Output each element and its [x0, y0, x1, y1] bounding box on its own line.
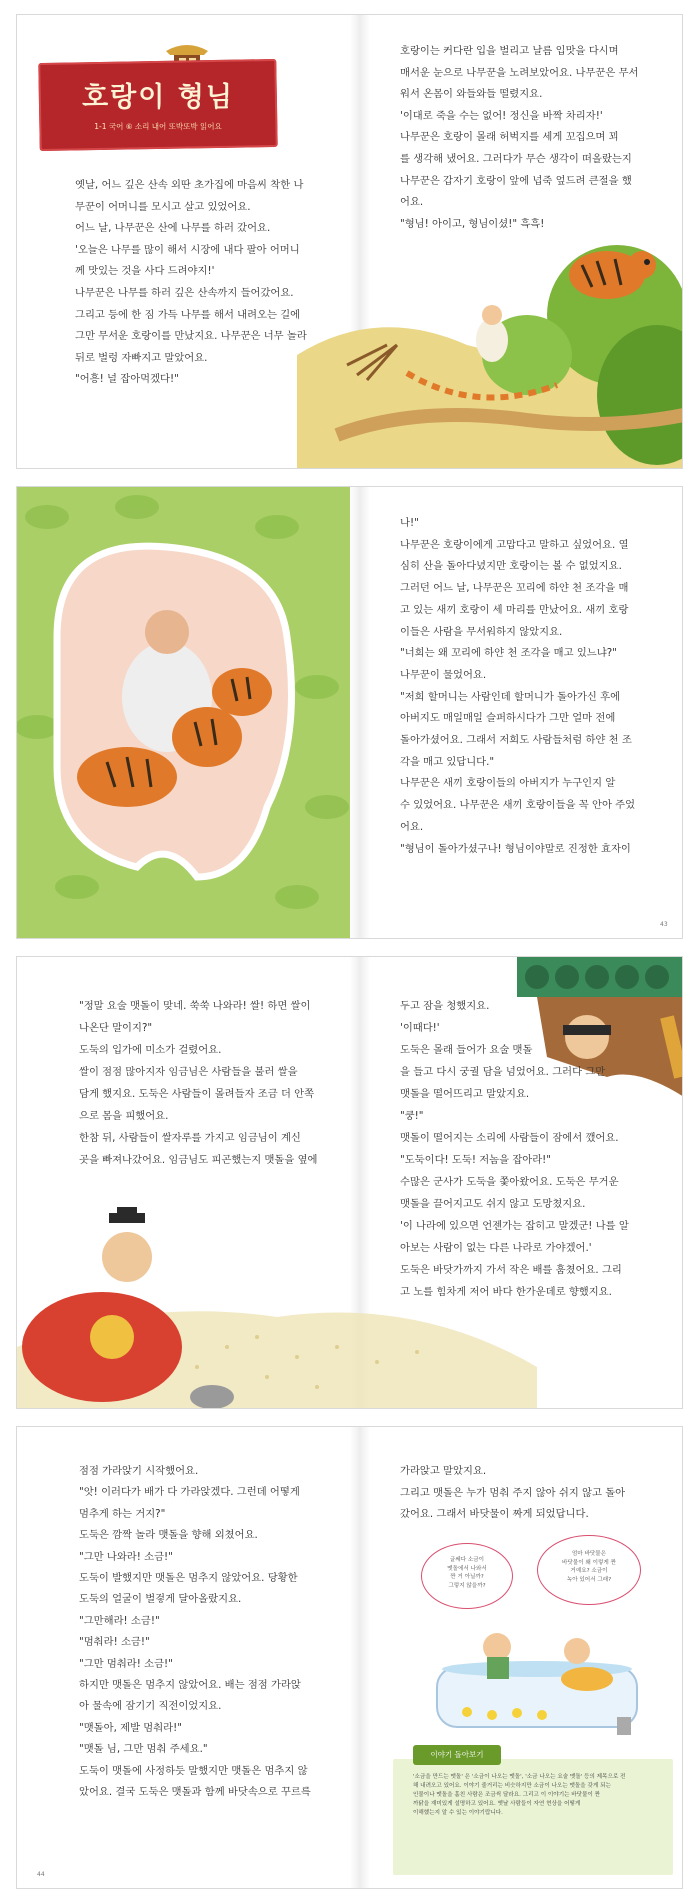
page-number: 43 — [660, 921, 668, 928]
spread-3 — [16, 956, 683, 1409]
text-line: "맷돌 님, 그만 멈춰 주세요." — [79, 1743, 208, 1756]
text-line: 나무꾼은 나무를 하러 깊은 산속까지 들어갔어요. — [75, 286, 294, 299]
text-line: 뒤로 벌렁 자빠지고 말았어요. — [75, 351, 208, 364]
note-line: 까닭을 재미있게 설명하고 있어요. 옛날 사람들이 자연 현상을 어떻게 — [413, 1801, 581, 1807]
text-line: 각을 매고 있답니다." — [400, 755, 495, 768]
text-line: 어요. — [400, 820, 424, 833]
text-line: 아 물속에 잠기기 직전이었지요. — [79, 1700, 222, 1713]
note-line: 해 내려오고 있어요. 이야기 줄거리는 비슷하지만 소금이 나오는 맷돌을 갖게 되는 — [413, 1783, 611, 1789]
text-line: '이때다!' — [400, 1022, 440, 1034]
text-line: 나무꾼은 새끼 호랑이들의 아버지가 누구인지 알 — [400, 777, 616, 790]
text-line: "형님이 돌아가셨구나! 형님이야말로 진정한 효자이 — [400, 842, 631, 855]
spread-4 — [16, 1426, 683, 1889]
text-line: 고 있는 새끼 호랑이 세 마리를 만났어요. 새끼 호랑 — [400, 603, 629, 616]
text-line: 그리고 등에 한 짐 가득 나무를 해서 내려오는 길에 — [75, 308, 301, 321]
text-line: '이 나라에 있으면 언젠가는 잡히고 말겠군! 나를 알 — [400, 1220, 629, 1232]
text-line: "그만해라! 소금!" — [79, 1614, 160, 1627]
story-subtitle: 1-1 국어 ⑥ 소리 내어 또박또박 읽어요 — [94, 122, 222, 131]
text-line: 담게 했지요. 도둑은 사람들이 몰려들자 조금 더 안쪽 — [79, 1088, 315, 1100]
text-line: 옛날, 어느 깊은 산속 외딴 초가집에 마음씨 착한 나 — [75, 179, 304, 191]
text-line: 께 맛있는 것을 사다 드려야지!' — [75, 265, 215, 278]
text-line: 나무꾼은 호랑이에게 고맙다고 말하고 싶었어요. 열 — [400, 538, 629, 551]
text-line: 았어요. 결국 도둑은 맷돌과 함께 바닷속으로 꾸르륵 — [79, 1786, 311, 1799]
bathtub-family-illustration — [427, 1617, 657, 1737]
text-line: "형님! 아이고, 형님이셨!" 흑흑! — [400, 217, 545, 230]
text-line: 도둑이 발했지만 맷돌은 멈추지 않았어요. 당황한 — [79, 1572, 298, 1585]
tiger-meets-woodcutter-illustration — [297, 235, 683, 469]
book-gutter — [350, 487, 370, 938]
text-line: 어느 날, 나무꾼은 산에 나무를 하러 갔어요. — [75, 222, 271, 235]
text-line: 아보는 사람이 없는 다른 나라로 가야겠어.' — [400, 1242, 592, 1254]
text-line: 갔어요. 그래서 바닷물이 짜게 되었답니다. — [400, 1508, 589, 1521]
text-line: 쌀이 점점 많아지자 임금님은 사람들을 불러 쌀을 — [79, 1066, 298, 1078]
text-line: 을 들고 다시 궁궐 담을 넘었어요. 그러다 그만 — [400, 1066, 606, 1078]
text-line: 가라앉고 말았지요. — [400, 1465, 487, 1477]
text-line: 수많은 군사가 도둑을 쫓아왔어요. 도둑은 무거운 — [400, 1176, 619, 1188]
baby-tigers-hug-illustration — [17, 487, 350, 939]
text-line: 도둑의 입가에 미소가 걸렸어요. — [79, 1044, 222, 1056]
text-line: 나온단 말이지?" — [79, 1022, 153, 1034]
text-line: 고 노를 힘차게 저어 바다 한가운데로 향했지요. — [400, 1286, 612, 1298]
text-line: 곳을 빠져나갔어요. 임금님도 피곤했는지 맷돌을 옆에 — [79, 1154, 318, 1166]
note-line: 이해했는지 알 수 있는 이야기랍니다. — [413, 1810, 503, 1816]
text-line: 나무꾼은 호랑이 몰래 허벅지를 세게 꼬집으며 꾀 — [400, 131, 619, 144]
text-line: 워서 온몸이 와들와들 떨렸지요. — [400, 88, 543, 101]
text-line: 도둑의 얼굴이 벌겋게 달아올랐지요. — [79, 1593, 242, 1606]
spread-2 — [16, 486, 683, 939]
text-line: '오늘은 나무를 많이 해서 시장에 내다 팔아 어머니 — [75, 243, 300, 256]
speech-bubble-left: 글쎄다 소금이 맷돌에서 나와서 짠 거 아닐까? 그렇지 않을까? — [421, 1543, 513, 1609]
text-line: 나무꾼이 물었어요. — [400, 668, 487, 681]
left-page-text — [79, 995, 317, 1171]
text-line: 그만 무서운 호랑이를 만났지요. 나무꾼은 너무 놀라 — [75, 330, 307, 343]
text-line: 나무꾼은 갑자기 호랑이 앞에 넙죽 엎드려 큰절을 했 — [400, 174, 632, 187]
text-line: 맷돌을 끌어지고도 쉬지 않고 도망쳤지요. — [400, 1198, 586, 1210]
text-line: 그리고 맷돌은 누가 멈춰 주지 않아 쉬지 않고 돌아 — [400, 1486, 626, 1499]
text-line: 호랑이는 커다란 입을 벌리고 날름 입맛을 다시며 — [400, 45, 619, 57]
story-review-text — [413, 1773, 663, 1818]
note-line: 인물이나 맷돌을 훔친 사람은 조금씩 달라요. 그리고 이 이야기는 바닷물이 짠 — [413, 1792, 601, 1798]
text-line: 도둑은 바닷가까지 가서 작은 배를 훔쳤어요. 그리 — [400, 1264, 622, 1276]
text-line: "도둑이다! 도둑! 저놈을 잡아라!" — [400, 1154, 552, 1166]
text-line: "어흥! 널 잡아먹겠다!" — [75, 373, 179, 386]
text-line: "저희 할머니는 사람인데 할머니가 돌아가신 후에 — [400, 690, 621, 703]
text-line: 두고 잠을 청했지요. — [400, 1000, 490, 1012]
text-line: 멈추게 하는 거지?" — [79, 1507, 166, 1520]
text-line: "너희는 왜 꼬리에 하얀 천 조각을 매고 있느냐?" — [400, 647, 617, 660]
text-line: 으로 몸을 피했어요. — [79, 1110, 169, 1122]
text-line: 이들은 사람을 무서워하지 않았지요. — [400, 625, 563, 638]
text-line: 한참 뒤, 사람들이 쌀자루를 가지고 임금님이 계신 — [79, 1132, 301, 1144]
text-line: 를 생각해 냈어요. 그러다가 무슨 생각이 떠올랐는지 — [400, 152, 632, 165]
right-page-text — [400, 995, 629, 1303]
book-gutter — [350, 1427, 370, 1888]
text-line: 점점 가라앉기 시작했어요. — [79, 1465, 199, 1477]
text-line: 그러던 어느 날, 나무꾼은 꼬리에 하얀 천 조각을 매 — [400, 582, 629, 595]
right-page-text — [400, 1461, 625, 1526]
spread-1 — [16, 14, 683, 469]
right-page-text — [400, 513, 635, 860]
text-line: 도둑은 깜짝 놀라 맷돌을 향해 외쳤어요. — [79, 1529, 258, 1542]
story-review-tab: 이야기 돌아보기 — [413, 1745, 501, 1765]
text-line: 나!" — [400, 517, 419, 529]
text-line: 심히 산을 돌아다녔지만 호랑이는 볼 수 없었지요. — [400, 560, 622, 573]
left-page-text — [79, 1461, 311, 1804]
text-line: 어요. — [400, 196, 424, 209]
text-line: "앗! 이러다가 배가 다 가라앉겠다. 그런데 어떻게 — [79, 1486, 300, 1499]
text-line: "맷돌아, 제발 멈춰라!" — [79, 1721, 182, 1734]
text-line: "쿵!" — [400, 1110, 424, 1122]
page-number: 44 — [37, 1871, 45, 1878]
right-page-text — [400, 41, 638, 235]
text-line: 매서운 눈으로 나무꾼을 노려보았어요. 나무꾼은 무서 — [400, 66, 639, 79]
text-line: 맷돌을 떨어뜨리고 말았지요. — [400, 1088, 530, 1100]
text-line: "멈춰라! 소금!" — [79, 1636, 150, 1649]
text-line: "정말 요술 맷돌이 맞네. 쑥쑥 나와라! 쌀! 하면 쌀이 — [79, 1000, 311, 1012]
text-line: 도둑은 몰래 들어가 요술 맷돌 — [400, 1044, 533, 1056]
text-line: 아버지도 매일매일 슬퍼하시다가 그만 얼마 전에 — [400, 712, 616, 725]
text-line: 무꾼이 어머니를 모시고 살고 있었어요. — [75, 200, 251, 213]
speech-bubble-right: 엄마 바닷물은 바닷물이 왜 이렇게 짠 거예요? 소금이 녹아 있어서 그래? — [537, 1535, 641, 1605]
note-line: '소금을 만드는 맷돌' 은 '소금이 나오는 맷돌', '소금 나오는 요술 맷돌' 등의 제목으로 전 — [413, 1774, 626, 1780]
text-line: 하지만 맷돌은 멈추지 않았어요. 배는 점점 가라앉 — [79, 1679, 301, 1692]
text-line: 맷돌이 떨어지는 소리에 사람들이 잠에서 깼어요. — [400, 1132, 619, 1144]
story-title: 호랑이 형님 — [82, 82, 234, 113]
text-line: '이대로 죽을 수는 없어! 정신을 바짝 차리자!' — [400, 109, 603, 122]
text-line: 도둑이 맷돌에 사정하듯 말했지만 맷돌은 멈추지 않 — [79, 1764, 308, 1777]
text-line: "그만 나와라! 소금!" — [79, 1550, 173, 1563]
text-line: 돌아가셨어요. 그래서 저희도 사람들처럼 하얀 천 조 — [400, 734, 632, 747]
left-page-text — [75, 175, 307, 391]
text-line: "그만 멈춰라! 소금!" — [79, 1657, 173, 1670]
text-line: 수 있었어요. 나무꾼은 새끼 호랑이들을 꼭 안아 주었 — [400, 799, 636, 812]
